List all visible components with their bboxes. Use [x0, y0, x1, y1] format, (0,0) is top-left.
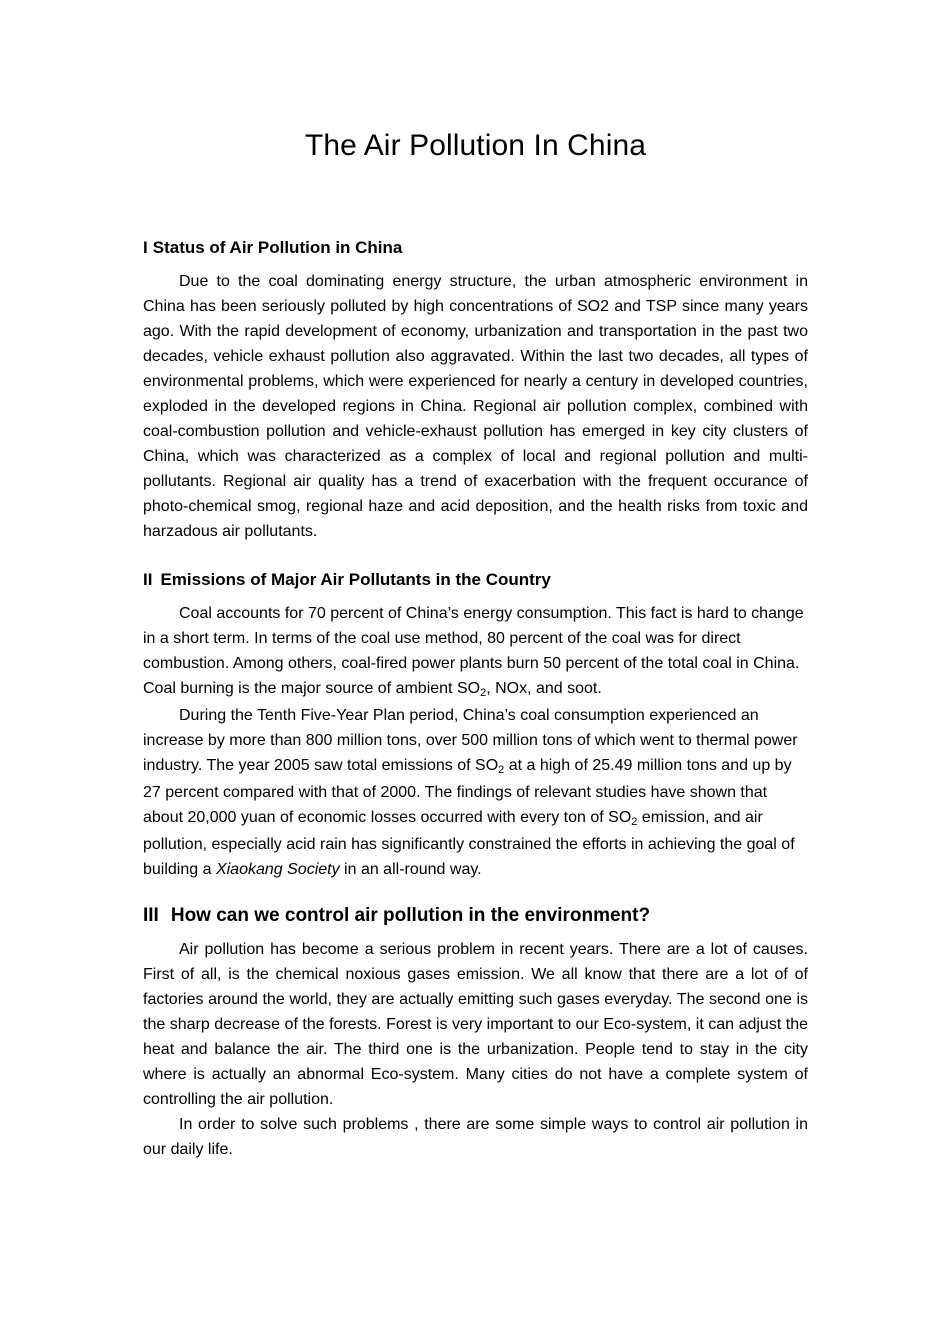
subscript: 2: [498, 764, 505, 776]
paragraph: [143, 703, 808, 882]
section-heading-3: [143, 882, 808, 928]
emphasis-term: Xiaokang Society: [215, 861, 340, 878]
section-numeral: III: [143, 905, 159, 926]
paragraph-text: emission, and air pollution, especially acid rain has significantly constrained the efforts in achieving the goal of building a: [143, 809, 795, 878]
subscript: 2: [631, 816, 638, 828]
section-heading-2: [143, 544, 808, 592]
paragraph-text: at a high of 25.49 million tons and up by 27 percent compared with that of 2000. The findings of relevant studies have shown that about 20,000 yuan of economic losses occurred with every ton of SO: [143, 757, 792, 826]
document-body: [143, 164, 808, 1162]
paragraph: [143, 1112, 808, 1162]
paragraph-text: Coal accounts for 70 percent of China’s energy consumption. This fact is hard to change in a short term. In terms of the coal use method, 80 percent of the coal was for direct combustion. Among others, coal-fired power plants burn 50 percent of the total coal in China. Coal burning is the major source of ambient SO: [143, 605, 804, 697]
paragraph: [143, 928, 808, 1112]
section-heading-1: [143, 164, 808, 260]
paragraph-text: , NOx, and soot.: [486, 680, 602, 697]
page-title: The Air Pollution In China: [304, 129, 647, 162]
paragraph: [143, 592, 808, 703]
subscript: 2: [480, 687, 487, 699]
paragraph-text: In order to solve such problems , there are some simple ways to control air pollution in our daily life.: [143, 1116, 808, 1158]
document-content: [143, 0, 808, 1162]
section-heading-label: Emissions of Major Air Pollutants in the Country: [160, 570, 551, 589]
section-heading-label: How can we control air pollution in the environment?: [170, 905, 651, 926]
paragraph-text: in an all-round way.: [339, 861, 482, 878]
paragraph-text: Due to the coal dominating energy structure, the urban atmospheric environment in China has been seriously polluted by high concentrations of SO2 and TSP since many years ago. With the rapid development of economy, urbanization and transportation in the past two decades, vehicle exhaust pollution also aggravated. Within the last two decades, all types of environmental problems, which were experienced for nearly a century in developed countries, exploded in the developed regions in China. Regional air pollution complex, combined with coal-combustion pollution and vehicle-exhaust pollution has emerged in key city clusters of China, which was characterized as a complex of local and regional pollution and multi-pollutants. Regional air quality has a trend of exacerbation with the frequent occurance of photo-chemical smog, regional haze and acid deposition, and the health risks from toxic and harzadous air pollutants.: [143, 273, 808, 540]
section-numeral: II: [143, 570, 153, 589]
paragraph-text: During the Tenth Five-Year Plan period, China’s coal consumption experienced an increase by more than 800 million tons, over 500 million tons of which went to thermal power industry. The year 2005 saw total emissions of SO: [143, 707, 798, 774]
section-heading-label: Status of Air Pollution in China: [152, 238, 403, 257]
section-numeral: I: [143, 238, 148, 257]
paragraph: [143, 260, 808, 544]
paragraph-text: Air pollution has become a serious problem in recent years. There are a lot of causes. First of all, is the chemical noxious gases emission. We all know that there are a lot of of factories around the world, they are actually emitting such gases everyday. The second one is the sharp decrease of the forests. Forest is very important to our Eco-system, it can adjust the heat and balance the air. The third one is the urbanization. People tend to stay in the city where is actually an abnormal Eco-system. Many cities do not have a complete system of controlling the air pollution.: [143, 941, 808, 1108]
